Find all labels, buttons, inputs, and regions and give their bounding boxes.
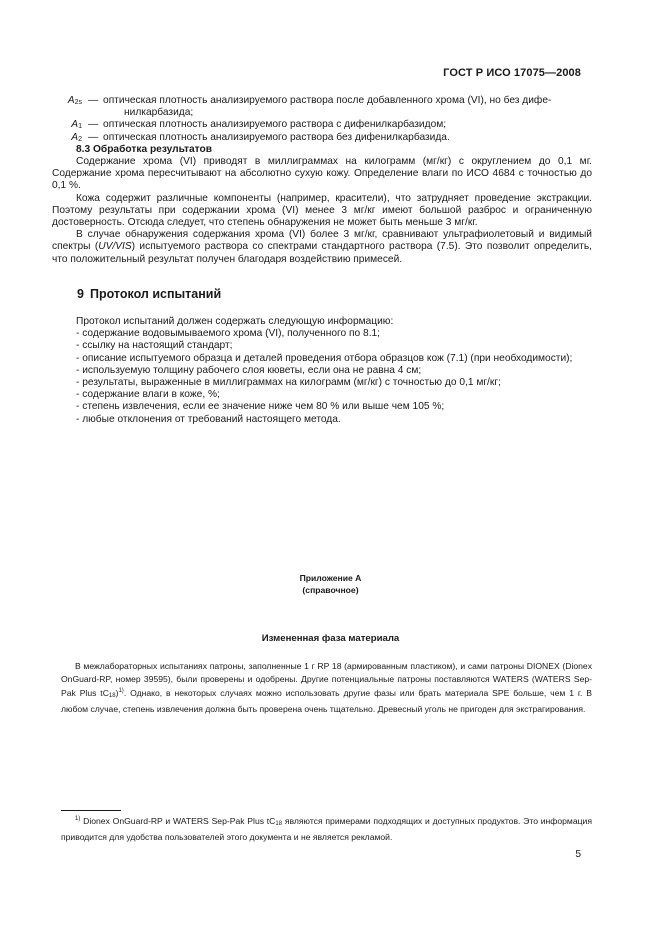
definitions-block (52, 95, 592, 266)
symbol-letter: A (71, 119, 79, 131)
footnote-marker: 1) (75, 816, 81, 822)
symbol-subscript: 2 (78, 135, 82, 143)
annex-type: (справочное) (302, 585, 359, 595)
uv-vis-term: UV/VIS (98, 241, 132, 253)
annex-label: Приложение А (299, 573, 362, 583)
section-8-3-paragraph: Кожа содержит различные компоненты (например, красители), что затрудняет проведение экстракции. Поэтому результаты при содержании хрома (VI) менее 3 мг/кг имеют большой разброс и ограниченную достоверность. Отсюда следует, что степень обнаружения не может быть меньше 3 мг/кг. (52, 192, 592, 229)
list-item: - описание испытуемого образца и деталей проведения отбора образцов кож (7.1) (при необходимости); (76, 352, 573, 364)
footnote-separator (61, 810, 121, 811)
footnote-reference: 1) (118, 688, 124, 695)
symbol-letter: A (67, 95, 75, 106)
definition-text-continued: нилкарбазида; (124, 107, 194, 119)
list-item: - степень извлечения, если ее значение ниже чем 80 % или выше чем 105 %; (76, 401, 445, 413)
list-item: - результаты, выраженные в миллиграммах на килограмм (мг/кг) с точностью до 0,1 мг/кг; (76, 377, 501, 389)
list-item: - любые отклонения от требований настоящего метода. (76, 413, 341, 425)
definition-text: оптическая плотность анализируемого раствора после добавленного хрома (VI), но без дифе- (103, 95, 552, 106)
page-number: 5 (575, 849, 581, 860)
section-8-3-paragraph: Содержание хрома (VI) приводят в миллиграммах на килограмм (мг/кг) с округлением до 0,1 мг. Содержание хрома пересчитывают на абсолютно сухую кожу. Определение влаги по ИСО 4684 с точностью до 0,1 %. (52, 156, 592, 192)
section-number: 9 (77, 287, 84, 301)
list-item: - используемую толщину рабочего слоя кюветы, если она не равна 4 см; (76, 364, 422, 376)
definition-a2: $A_2$ — оптическая плотность анализируемого раствора без дифенилкарбазида. (71, 131, 450, 143)
protocol-intro: Протокол испытаний должен содержать следующую информацию: (76, 316, 394, 327)
annex-label-block (0, 572, 661, 596)
section-8-3-paragraph: В случае обнаружения содержания хрома (VI) более 3 мг/кг, сравнивают ультрафиолетовый и видимый спектры (UV/VIS) испытуемого раствора со спектрами стандартного раствора (7.5). Это позволит определить, что положительный результат получен благодаря воздействию примесей. (52, 229, 592, 265)
list-item: - содержание водовымываемого хрома (VI), полученного по 8.1; (76, 328, 381, 340)
protocol-content (61, 316, 592, 426)
definition-a2s: $A_{2s}$ — оптическая плотность анализируемого раствора после добавленного хрома (VI), но без дифе- нилкарбазида; (52, 95, 592, 119)
list-item: - ссылку на настоящий стандарт; (76, 340, 233, 352)
symbol-subscript: 2s (74, 99, 82, 106)
symbol-letter: A (71, 131, 79, 143)
section-title: Протокол испытаний (89, 287, 222, 301)
annex-title: Измененная фаза материала (261, 633, 400, 644)
list-item: - содержание влаги в коже, %; (76, 389, 220, 401)
section-9-heading (77, 287, 221, 301)
footnote: $^{1)}$ Dionex OnGuard-RP и WATERS Sep-Pak Plus $tC_{18}$ являются примерами подходящих и доступных продуктов. Это информация приводится для удобства пользователей этого документа и не является рекламой. (61, 816, 592, 842)
document-header: ГОСТ Р ИСО 17075—2008 (443, 67, 581, 79)
definition-text: оптическая плотность анализируемого раствора без дифенилкарбазида. (103, 131, 450, 143)
symbol-subscript: 1 (78, 123, 82, 131)
annex-paragraph: В межлабораторных испытаниях патроны, заполненные 1 г RP 18 (армированным пластиком), и сами патроны DIONEX (Dionex OnGuard-RP, номер 39595), были проверены и одобрены. Другие потенциальные патроны поставляются WATERS (WATERS Sep-Pak Plus $tC_{18})^{1)}$. Однако, в некоторых случаях можно использовать другие фазы или брать материала SPE больше, чем 1 г. В любом случае, степень извлечения должна быть проверена очень тщательно. Древесный уголь не пригоден для экстрагирования. (61, 661, 592, 714)
definition-a1: $A_1$ — оптическая плотность анализируемого раствора с дифенилкарбазидом; (71, 119, 447, 131)
definition-text: оптическая плотность анализируемого раствора с дифенилкарбазидом; (103, 119, 447, 131)
section-8-3-heading: 8.3 Обработка результатов (76, 143, 213, 155)
